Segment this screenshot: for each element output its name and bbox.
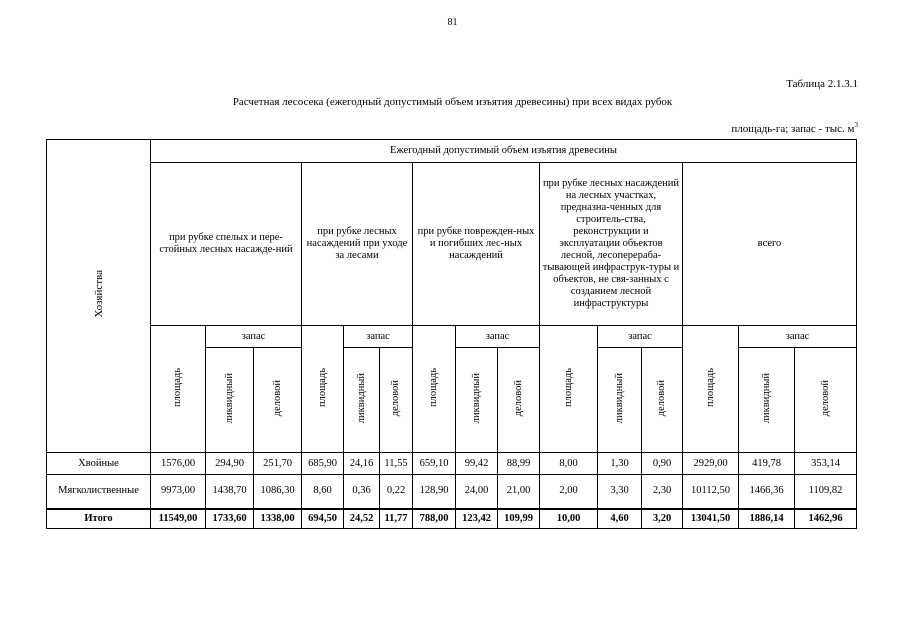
cell: 685,90: [302, 453, 344, 475]
cell: 0,22: [380, 475, 413, 509]
units-superscript: 3: [854, 121, 858, 129]
cell: 24,00: [456, 475, 498, 509]
cell: 1338,00: [254, 509, 302, 529]
cell: 1462,96: [795, 509, 857, 529]
cell: 3,30: [598, 475, 642, 509]
allowable-cut-table: [46, 139, 857, 529]
stock-header-5: запас: [739, 326, 857, 348]
table-title: Расчетная лесосека (ежегодный допустимый объем изъятия древесины) при всех видах рубок: [232, 96, 673, 108]
liquid-header-1: ликвидный: [223, 372, 235, 424]
farms-header-cell: [47, 140, 151, 453]
annual-volume-header: Ежегодный допустимый объем изъятия древесины: [151, 140, 857, 163]
area-header-3: площадь: [428, 367, 439, 407]
cell: 99,42: [456, 453, 498, 475]
cell: 0,36: [344, 475, 380, 509]
cell: 1086,30: [254, 475, 302, 509]
table-number: Таблица 2.1.3.1: [786, 78, 858, 90]
table-row-total: [47, 509, 857, 529]
cell: 88,99: [498, 453, 540, 475]
cell: 9973,00: [151, 475, 206, 509]
cell: 10112,50: [683, 475, 739, 509]
cell: 4,60: [598, 509, 642, 529]
business-header-4: деловой: [656, 379, 667, 417]
cell: 11549,00: [151, 509, 206, 529]
cell: 1886,14: [739, 509, 795, 529]
stock-header-4: запас: [598, 326, 683, 348]
cell: 659,10: [413, 453, 456, 475]
cell: 8,00: [540, 453, 598, 475]
liquid-header-4-cell: [598, 348, 642, 453]
area-header-4-cell: [540, 326, 598, 453]
table-row-conifer: [47, 453, 857, 475]
units-line: [731, 121, 858, 135]
cell: 1,30: [598, 453, 642, 475]
area-header-5-cell: [683, 326, 739, 453]
liquid-header-2-cell: [344, 348, 380, 453]
cell: 24,16: [344, 453, 380, 475]
cell: 694,50: [302, 509, 344, 529]
page-number: 81: [447, 17, 458, 28]
cell: 3,20: [642, 509, 683, 529]
group-total-header: всего: [683, 163, 857, 326]
row-label: Хвойные: [47, 453, 151, 475]
area-header-4: площадь: [562, 367, 574, 407]
cell: 251,70: [254, 453, 302, 475]
table-row-deciduous: [47, 475, 857, 509]
units-text: площадь-га; запас - тыс. м: [731, 123, 855, 135]
liquid-header-4: ликвидный: [613, 372, 625, 424]
cell: 109,99: [498, 509, 540, 529]
business-header-2: деловой: [390, 379, 401, 417]
cell: 24,52: [344, 509, 380, 529]
cell: 294,90: [206, 453, 254, 475]
row-label: Мягколиственные: [47, 475, 151, 509]
liquid-header-5-cell: [739, 348, 795, 453]
cell: 0,90: [642, 453, 683, 475]
cell: 2929,00: [683, 453, 739, 475]
cell: 21,00: [498, 475, 540, 509]
group-infrastructure-header: при рубке лесных насаждений на лесных участках, предназна-ченных для строитель-ства, реконструкции и эксплуатации объектов лесной, лесоперераба-тывающей инфраструк-туры и объектов, не свя-занных с созданием лесной инфраструктуры: [540, 163, 683, 326]
stock-header-3: запас: [456, 326, 540, 348]
cell: 2,00: [540, 475, 598, 509]
farms-header: Хозяйства: [92, 270, 105, 318]
group-mature-header: при рубке спелых и пере-стойных лесных насажде-ний: [151, 163, 302, 326]
cell: 11,55: [380, 453, 413, 475]
area-header-1: площадь: [172, 367, 183, 407]
cell: 1576,00: [151, 453, 206, 475]
business-header-1-cell: [254, 348, 302, 453]
business-header-1: деловой: [271, 379, 283, 417]
cell: 1733,60: [206, 509, 254, 529]
business-header-4-cell: [642, 348, 683, 453]
cell: 11,77: [380, 509, 413, 529]
area-header-2: площадь: [316, 367, 328, 407]
business-header-5-cell: [795, 348, 857, 453]
business-header-5: деловой: [819, 379, 831, 417]
cell: 1438,70: [206, 475, 254, 509]
area-header-2-cell: [302, 326, 344, 453]
cell: 353,14: [795, 453, 857, 475]
liquid-header-5: ликвидный: [760, 372, 772, 424]
business-header-3: деловой: [512, 379, 524, 417]
cell: 1109,82: [795, 475, 857, 509]
area-header-3-cell: [413, 326, 456, 453]
cell: 123,42: [456, 509, 498, 529]
area-header-1-cell: [151, 326, 206, 453]
liquid-header-2: ликвидный: [355, 372, 367, 424]
business-header-2-cell: [380, 348, 413, 453]
area-header-5: площадь: [704, 367, 716, 407]
cell: 10,00: [540, 509, 598, 529]
business-header-3-cell: [498, 348, 540, 453]
cell: 13041,50: [683, 509, 739, 529]
cell: 788,00: [413, 509, 456, 529]
cell: 8,60: [302, 475, 344, 509]
cell: 1466,36: [739, 475, 795, 509]
stock-header-1: запас: [206, 326, 302, 348]
row-label: Итого: [47, 509, 151, 529]
cell: 128,90: [413, 475, 456, 509]
liquid-header-1-cell: [206, 348, 254, 453]
liquid-header-3-cell: [456, 348, 498, 453]
stock-header-2: запас: [344, 326, 413, 348]
cell: 419,78: [739, 453, 795, 475]
cell: 2,30: [642, 475, 683, 509]
group-damaged-header: при рубке поврежден-ных и погибших лес-ных насаждений: [413, 163, 540, 326]
liquid-header-3: ликвидный: [470, 372, 482, 424]
group-thinning-header: при рубке лесных насаждений при уходе за лесами: [302, 163, 413, 326]
